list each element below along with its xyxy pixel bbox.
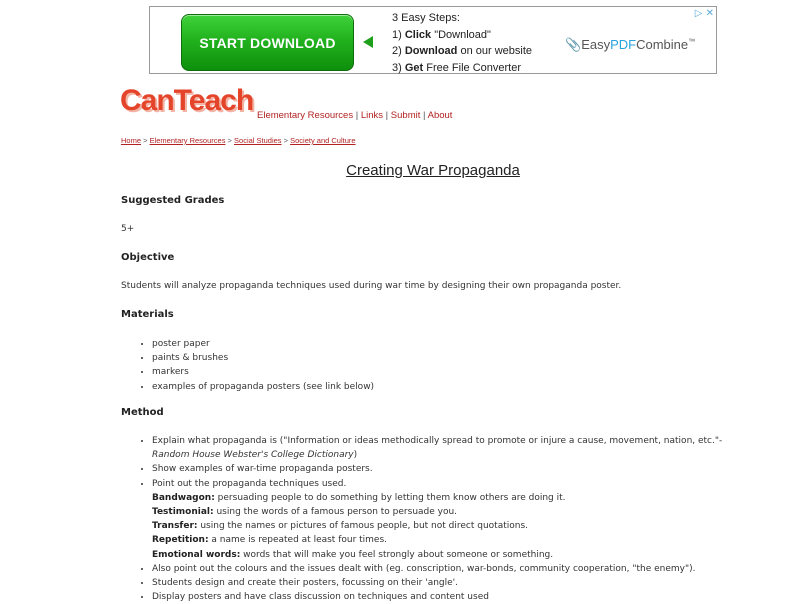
list-item: • Show examples of war-time propaganda posters. [152,462,752,476]
close-icon[interactable]: ✕ [705,8,714,19]
method-heading: Method [121,407,164,418]
list-item: • Also point out the colours and the issues dealt with (eg. conscription, war-bonds, community cooperation, "the enemy"). [152,562,752,576]
paperclip-icon: 📎 [565,37,582,52]
technique-emotional-words: Emotional words: words that will make you feel strongly about someone or something. [152,549,554,560]
nav-about[interactable]: About [427,110,453,121]
objective-text: Students will analyze propaganda techniques used during war time by designing their own propaganda poster. [121,281,622,291]
nav-links[interactable]: Links [360,110,384,121]
list-item: • Point out the propaganda techniques used. Bandwagon: persuading people to do something by letting them know others are doing it. Testimonial: using the words of a famous person to persuade you. Transfer: using the names or pictures of famous people, but not direct quotations. Repetition: a name is repeated at least four times. Emotional words: words that will make you feel strongly about someone or something. [152,477,752,562]
ad-step: 3) Get Free File Converter [392,61,521,74]
technique-repetition: Repetition: a name is repeated at least four times. [152,535,388,546]
breadcrumb: Home > Elementary Resources > Social Studies > Society and Culture [121,136,356,145]
materials-heading: Materials [121,309,174,320]
technique-testimonial: Testimonial: using the words of a famous person to persuade you. [152,507,458,518]
breadcrumb-society-and-culture[interactable]: Society and Culture [290,136,356,145]
page-title: Creating War Propaganda [346,162,520,179]
breadcrumb-elementary-resources[interactable]: Elementary Resources [149,136,226,145]
ad-step: 2) Download on our website [392,45,533,57]
site-logo[interactable]: CanTeach [120,84,254,117]
materials-list [137,337,374,394]
ad-steps-title: 3 Easy Steps: [392,12,460,24]
list-item: • Students design and create their posters, focussing on their 'angle'. [152,576,752,590]
list-item: • Display posters and have class discussion on techniques and content used [152,590,752,604]
list-item: • paints & brushes [152,351,374,365]
ad-step: 1) Click "Download" [392,28,491,41]
grades-value: 5+ [121,224,135,234]
ad-steps [392,10,532,76]
ad-banner [149,6,717,74]
breadcrumb-home[interactable]: Home [121,136,142,145]
method-list [137,434,752,604]
technique-transfer: Transfer: using the names or pictures of famous people, but not direct quotations. [152,521,529,532]
grades-heading: Suggested Grades [121,195,225,206]
list-item: • markers [152,365,374,379]
arrow-left-icon [363,36,373,48]
start-download-button[interactable]: START DOWNLOAD [181,14,354,71]
objective-heading: Objective [121,252,175,263]
breadcrumb-social-studies[interactable]: Social Studies [234,136,282,145]
list-item: • poster paper [152,337,374,351]
technique-bandwagon: Bandwagon: persuading people to do something by letting them know others are doing it. [152,492,566,503]
adchoices-icon[interactable]: ▷ [694,8,703,19]
nav-elementary-resources[interactable]: Elementary Resources [257,110,354,121]
top-nav: Elementary Resources | Links | Submit | About [257,110,453,121]
nav-submit[interactable]: Submit [390,110,421,121]
list-item: • examples of propaganda posters (see link below) [152,380,374,394]
ad-choices[interactable] [695,8,714,19]
list-item: • Explain what propaganda is ("Information or ideas methodically spread to promote or injure a cause, movement, nation, etc."- Random House Webster's College Dictionary) [152,434,752,462]
ad-brand-logo[interactable]: 📎EasyPDFCombine™ [565,37,696,52]
